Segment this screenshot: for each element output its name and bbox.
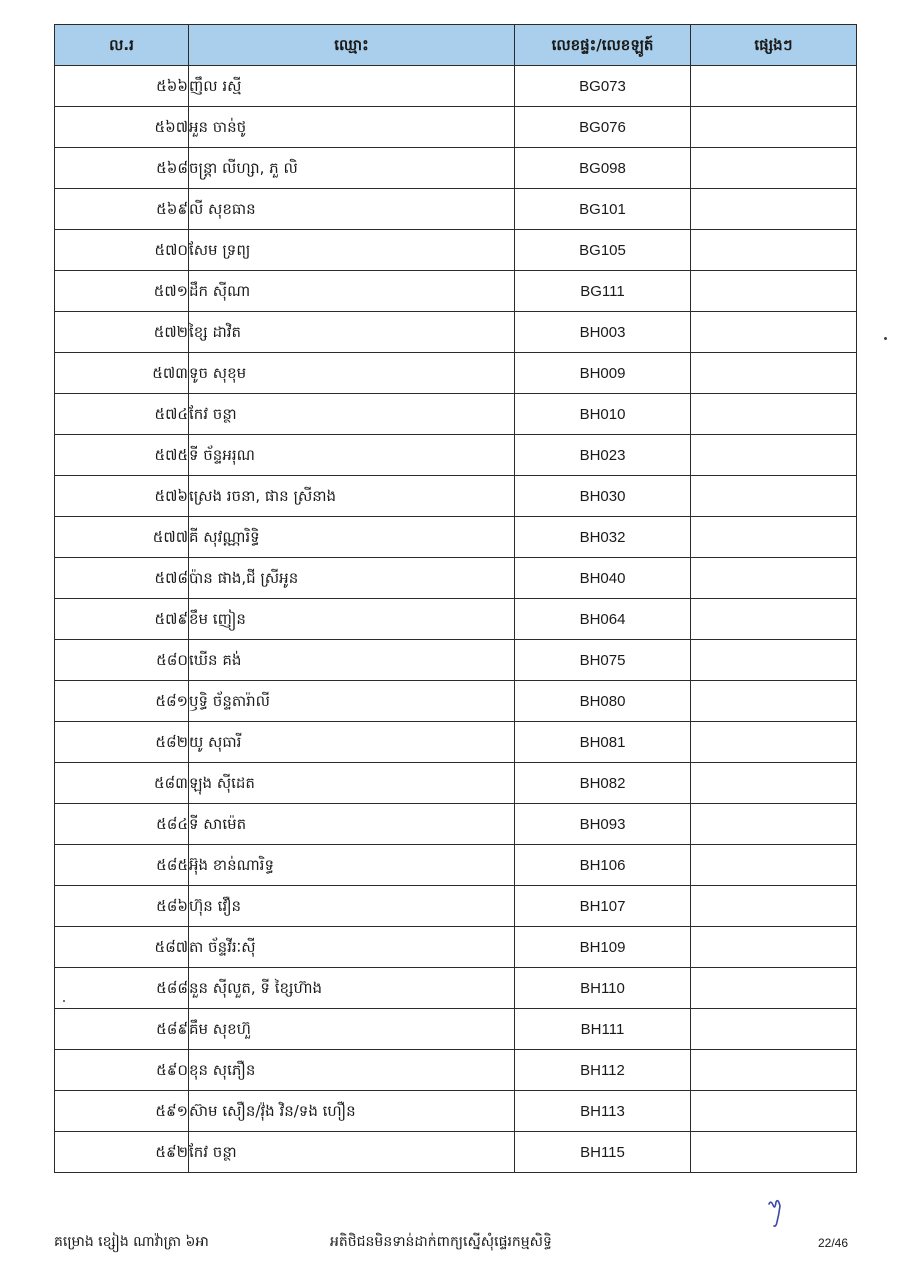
- owner-name: កែវ ចន្ថា: [189, 1132, 515, 1173]
- owner-name: ស៊ាម សឿន/វ៉ុង វិន/ទង ហឿន: [189, 1091, 515, 1132]
- table-header: [55, 25, 857, 66]
- header-code: លេខផ្ទះ/លេខឡូត៍: [515, 25, 691, 66]
- house-lot-code: BH106: [515, 845, 691, 886]
- owner-name: ទី ច័ន្ទអរុណ: [189, 435, 515, 476]
- table-row: [55, 763, 857, 804]
- other-notes: [691, 927, 857, 968]
- house-lot-code: BH093: [515, 804, 691, 845]
- other-notes: [691, 189, 857, 230]
- owner-name: ទី សាម៉េត: [189, 804, 515, 845]
- house-lot-code: BH082: [515, 763, 691, 804]
- table-row: [55, 681, 857, 722]
- owner-name: ខឹម ញៀន: [189, 599, 515, 640]
- table-body: [55, 66, 857, 1173]
- owner-name: ខុន សុភឿន: [189, 1050, 515, 1091]
- table-row: [55, 640, 857, 681]
- row-number: ៥៨២: [55, 722, 189, 763]
- house-lot-code: BH030: [515, 476, 691, 517]
- other-notes: [691, 1132, 857, 1173]
- house-lot-code: BH110: [515, 968, 691, 1009]
- header-other: ផ្សេងៗ: [691, 25, 857, 66]
- other-notes: [691, 763, 857, 804]
- row-number: ៥៧២: [55, 312, 189, 353]
- house-lot-code: BG098: [515, 148, 691, 189]
- other-notes: [691, 435, 857, 476]
- table-row: [55, 353, 857, 394]
- other-notes: [691, 66, 857, 107]
- house-lot-code: BH115: [515, 1132, 691, 1173]
- table-row: [55, 1132, 857, 1173]
- row-number: ៥៧០: [55, 230, 189, 271]
- owner-name: ឡុង ស៊ីដេត: [189, 763, 515, 804]
- table-row: [55, 804, 857, 845]
- table-row: [55, 394, 857, 435]
- other-notes: [691, 230, 857, 271]
- other-notes: [691, 271, 857, 312]
- row-number: ៥៧៥: [55, 435, 189, 476]
- table-row: [55, 476, 857, 517]
- row-number: ៥៨៨: [55, 968, 189, 1009]
- house-lot-code: BH113: [515, 1091, 691, 1132]
- owner-name: អ៊ុង ខាន់ណារិទ្ធ: [189, 845, 515, 886]
- house-lot-code: BH010: [515, 394, 691, 435]
- house-lot-code: BH112: [515, 1050, 691, 1091]
- table-row: [55, 435, 857, 476]
- row-number: ៥៨៥: [55, 845, 189, 886]
- row-number: ៥៧៨: [55, 558, 189, 599]
- owner-name: កែវ ចន្ថា: [189, 394, 515, 435]
- house-lot-code: BH003: [515, 312, 691, 353]
- table-row: [55, 886, 857, 927]
- table-row: [55, 271, 857, 312]
- house-lot-code: BH081: [515, 722, 691, 763]
- row-number: ៥៨៩: [55, 1009, 189, 1050]
- other-notes: [691, 845, 857, 886]
- other-notes: [691, 558, 857, 599]
- row-number: ៥៩០: [55, 1050, 189, 1091]
- row-number: ៥៨០: [55, 640, 189, 681]
- table-row: [55, 517, 857, 558]
- row-number: ៥៨៦: [55, 886, 189, 927]
- row-number: ៥៧៩: [55, 599, 189, 640]
- row-number: ៥៦៩: [55, 189, 189, 230]
- owner-list-table: [54, 24, 857, 1173]
- owner-name: ហ៊ុន វឿន: [189, 886, 515, 927]
- row-number: ៥៦៦: [55, 66, 189, 107]
- house-lot-code: BH009: [515, 353, 691, 394]
- owner-name: លី សុខធាន: [189, 189, 515, 230]
- row-number: ៥៦៨: [55, 148, 189, 189]
- row-number: ៥៧១: [55, 271, 189, 312]
- table-row: [55, 558, 857, 599]
- other-notes: [691, 394, 857, 435]
- footer-title: អតិថិជនមិនទាន់ដាក់ពាក្យស្នើសុំផ្ទេរកម្មសិទ្ធិ: [330, 1234, 552, 1250]
- owner-name: ទូច សុខុម: [189, 353, 515, 394]
- row-number: ៥៨៤: [55, 804, 189, 845]
- table-row: [55, 148, 857, 189]
- other-notes: [691, 148, 857, 189]
- other-notes: [691, 1091, 857, 1132]
- table-row: [55, 1091, 857, 1132]
- table-row: [55, 189, 857, 230]
- table-row: [55, 968, 857, 1009]
- header-name: ឈ្មោះ: [189, 25, 515, 66]
- owner-name: គឹម សុខហ៊ួ: [189, 1009, 515, 1050]
- row-number: ៥៧៦: [55, 476, 189, 517]
- other-notes: [691, 722, 857, 763]
- house-lot-code: BG101: [515, 189, 691, 230]
- house-lot-code: BH109: [515, 927, 691, 968]
- row-number: ៥៦៧: [55, 107, 189, 148]
- other-notes: [691, 640, 857, 681]
- other-notes: [691, 968, 857, 1009]
- owner-name: ខ្សៃ ដាវិត: [189, 312, 515, 353]
- scan-speck: [884, 337, 887, 340]
- house-lot-code: BH080: [515, 681, 691, 722]
- row-number: ៥៧៤: [55, 394, 189, 435]
- owner-name: ឫទ្ធិ ច័ន្ទតារ៉ាលី: [189, 681, 515, 722]
- owner-name: សែម ទ្រព្យ: [189, 230, 515, 271]
- owner-name: ចន្ត្រា លីហ្សា, ភួ លិ: [189, 148, 515, 189]
- other-notes: [691, 1009, 857, 1050]
- table-row: [55, 312, 857, 353]
- house-lot-code: BH032: [515, 517, 691, 558]
- other-notes: [691, 107, 857, 148]
- other-notes: [691, 1050, 857, 1091]
- owner-name: ញឹល រស្មី: [189, 66, 515, 107]
- house-lot-code: BH107: [515, 886, 691, 927]
- table-row: [55, 722, 857, 763]
- row-number: ៥៧៣: [55, 353, 189, 394]
- other-notes: [691, 476, 857, 517]
- table-row: [55, 927, 857, 968]
- owner-name: គី សុវណ្ណារិទ្ធិ: [189, 517, 515, 558]
- row-number: ៥៧៧: [55, 517, 189, 558]
- house-lot-code: BH075: [515, 640, 691, 681]
- table-row: [55, 107, 857, 148]
- owner-name: ដឹក ស៊ីណា: [189, 271, 515, 312]
- other-notes: [691, 353, 857, 394]
- owner-name: តា ច័ន្ទវីរៈស៊ី: [189, 927, 515, 968]
- row-number: ៥៩១: [55, 1091, 189, 1132]
- footer-project: គម្រោង ខ្សៀង ណាវ៉ាត្រា ៦អា: [54, 1234, 209, 1250]
- table-row: [55, 1050, 857, 1091]
- scan-speck: [63, 1000, 65, 1002]
- owner-name: ប៉ាន ផាង,ជី ស្រីអូន: [189, 558, 515, 599]
- table-row: [55, 845, 857, 886]
- house-lot-code: BH111: [515, 1009, 691, 1050]
- table-row: [55, 1009, 857, 1050]
- owner-name: អួន ចាន់ថូ: [189, 107, 515, 148]
- row-number: ៥៨៧: [55, 927, 189, 968]
- other-notes: [691, 312, 857, 353]
- table-row: [55, 66, 857, 107]
- house-lot-code: BG073: [515, 66, 691, 107]
- house-lot-code: BG111: [515, 271, 691, 312]
- other-notes: [691, 886, 857, 927]
- other-notes: [691, 517, 857, 558]
- other-notes: [691, 681, 857, 722]
- row-number: ៥៨៣: [55, 763, 189, 804]
- table-row: [55, 230, 857, 271]
- other-notes: [691, 804, 857, 845]
- house-lot-code: BH023: [515, 435, 691, 476]
- table-header-row: [55, 25, 857, 66]
- handwritten-initial-mark: [766, 1196, 788, 1230]
- row-number: ៥៨១: [55, 681, 189, 722]
- owner-name: នួន ស៊ីលួត, ទី ខ្សៃហ៊ាង: [189, 968, 515, 1009]
- table-row: [55, 599, 857, 640]
- owner-name: យូ សុធារី: [189, 722, 515, 763]
- house-lot-code: BH064: [515, 599, 691, 640]
- house-lot-code: BH040: [515, 558, 691, 599]
- header-no: ល.រ: [55, 25, 189, 66]
- owner-name: ឃើន គង់: [189, 640, 515, 681]
- owner-name: ស្រេង រចនា, ផាន ស្រីនាង: [189, 476, 515, 517]
- house-lot-code: BG105: [515, 230, 691, 271]
- house-lot-code: BG076: [515, 107, 691, 148]
- row-number: ៥៩២: [55, 1132, 189, 1173]
- other-notes: [691, 599, 857, 640]
- page-number: 22/46: [818, 1236, 849, 1250]
